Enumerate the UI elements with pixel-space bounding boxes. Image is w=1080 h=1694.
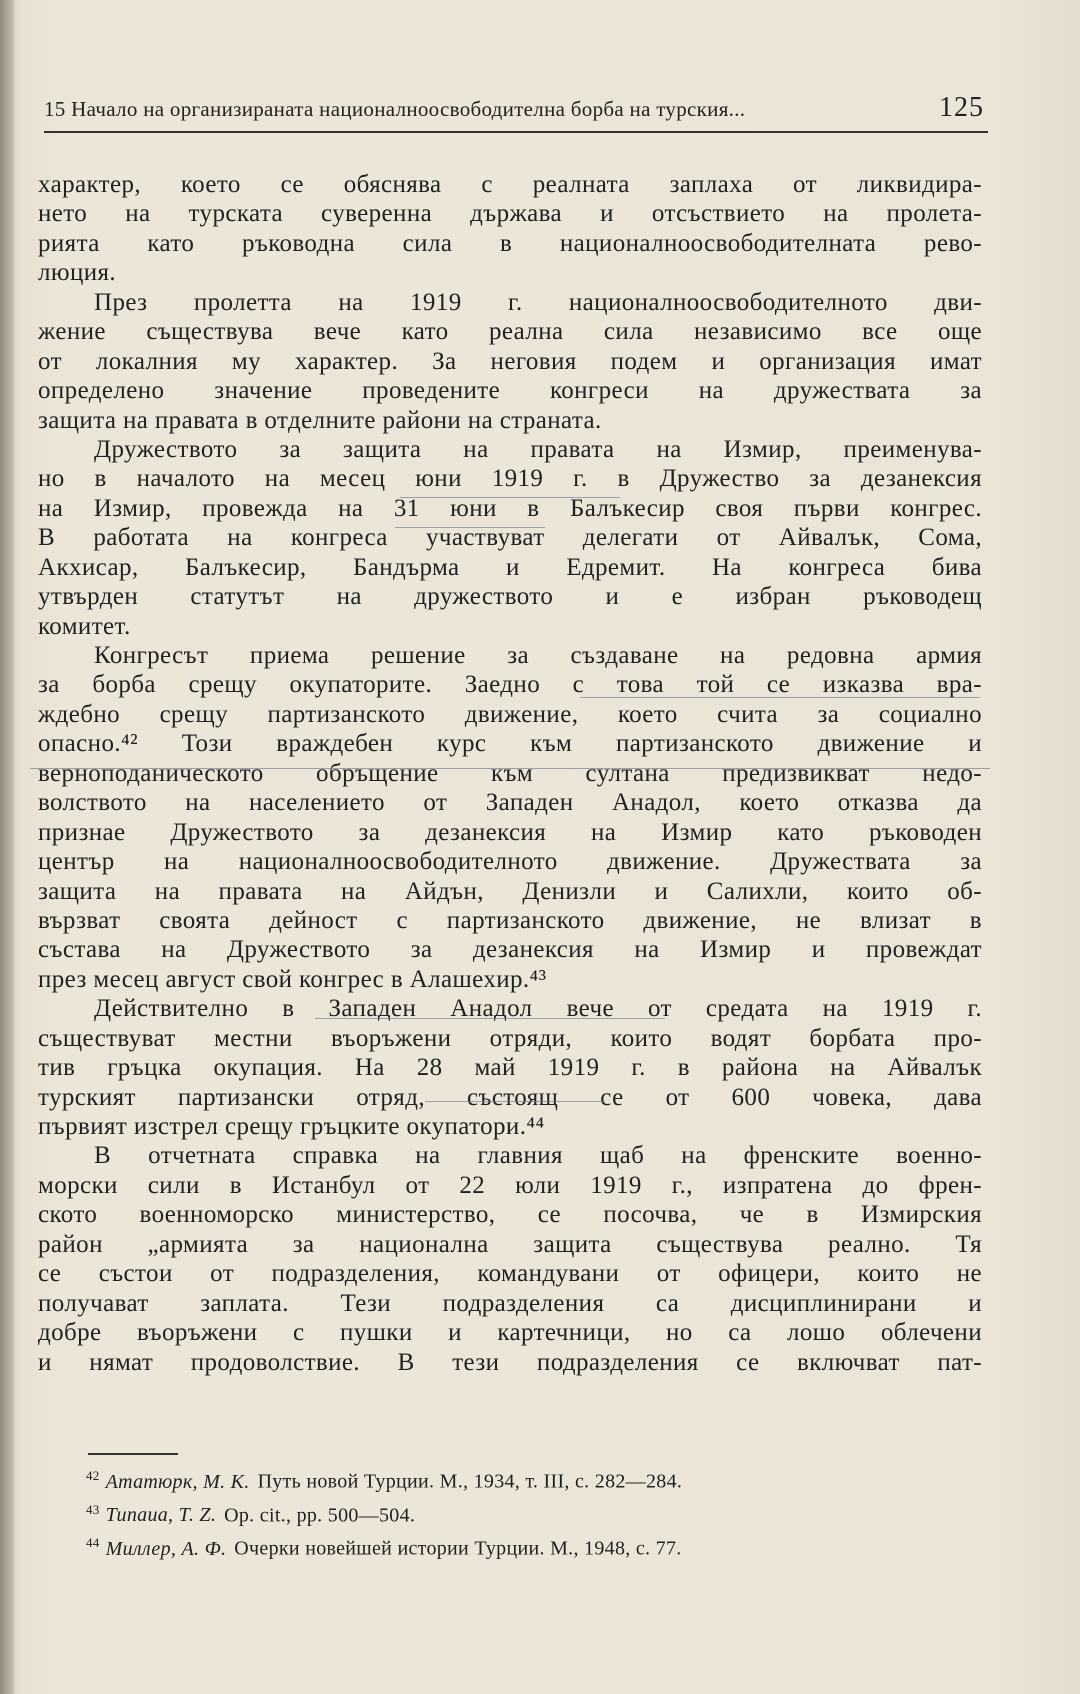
text-line: но в началото на месец юни 1919 г. в Дружество за дезанексия — [38, 465, 982, 493]
footnote-number: 44 — [86, 1535, 100, 1551]
text-line: тив гръцка окупация. На 28 май 1919 г. в района на Айвалък — [38, 1054, 982, 1082]
text-line: комитет. — [38, 612, 131, 640]
text-line: През пролетта на 1919 г. националноосвободителното дви- — [94, 288, 982, 316]
text-line: турският партизански отряд, състоящ се от 600 човека, дава — [38, 1083, 982, 1111]
text-line: В отчетната справка на главния щаб на френските военно- — [94, 1142, 982, 1170]
pencil-underline — [400, 497, 620, 498]
pencil-underline — [395, 527, 545, 528]
text-line: състава на Дружеството за дезанексия на Измир и провеждат — [38, 936, 982, 964]
pencil-underline — [580, 697, 980, 698]
text-line: Конгресът приема решение за създаване на редовна армия — [94, 642, 982, 669]
text-line: Акхисар, Балъкесир, Бандърма и Едремит. На конгреса бива — [38, 553, 982, 581]
pencil-underline — [425, 1101, 605, 1102]
text-line: център на националноосвободителното движение. Дружествата за — [38, 848, 982, 876]
text-line: район „армията за национална защита съществува реално. Тя — [38, 1230, 982, 1258]
footnote-number: 42 — [86, 1468, 100, 1483]
text-line: определено значение проведените конгреси на дружествата за — [38, 377, 982, 405]
text-line: първият изстрел срещу гръцките окупатори.⁴⁴ — [38, 1113, 545, 1140]
text-line: защита на правата в отделните райони на страната. — [38, 406, 602, 434]
page-number: 125 — [939, 92, 984, 123]
text-line: нето на турската суверенна държава и отсъствието на пролета- — [38, 200, 982, 228]
text-line: защита на правата на Айдън, Денизли и Салихли, които об- — [38, 877, 982, 905]
text-line: утвърден статутът на дружеството и е избран ръководещ — [38, 583, 982, 611]
text-line: Дружеството за защита на правата на Измир, преименува- — [94, 435, 982, 463]
running-header — [44, 92, 984, 124]
text-line: за борба срещу окупаторите. Заедно с това той се изказва вра- — [38, 671, 982, 699]
footnote-text: Очерки новейшей истории Турции. М., 1948, с. 77. — [234, 1537, 682, 1560]
text-line: жение съществува вече като реална сила независимо все още — [38, 318, 982, 346]
text-line: съществуват местни въоръжени отряди, които водят борбата про- — [38, 1024, 982, 1052]
text-line: характер, което се обяснява с реалната заплаха от ликвидира- — [38, 171, 982, 198]
footnote-number: 43 — [86, 1501, 100, 1517]
text-line: на Измир, провежда на 31 юни в Балъкесир своя първи конгрес. — [38, 494, 982, 522]
text-line: получават заплата. Тези подразделения са дисциплинирани и — [38, 1289, 982, 1317]
text-line: се състои от подразделения, командувани от офицери, които не — [38, 1260, 982, 1288]
text-line: морски сили в Истанбул от 22 юли 1919 г., изпратена до френ- — [38, 1171, 982, 1199]
footnote-author: Типаua, Т. Z. — [105, 1504, 217, 1527]
text-line: волството на населението от Западен Анадол, което отказва да — [38, 789, 982, 817]
text-line: ското военноморско министерство, се посочва, че в Измирския — [38, 1201, 982, 1229]
header-rule — [44, 131, 988, 133]
text-line: добре въоръжени с пушки и картечници, но са лошо облечени — [38, 1319, 982, 1347]
text-line: от локалния му характер. За неговия подем и организация имат — [38, 347, 982, 375]
text-line: Действително в Западен Анадол вече от средата на 1919 г. — [94, 995, 982, 1023]
footnote — [86, 1462, 986, 1496]
footnote-text: Op. cit., pp. 500—504. — [224, 1504, 416, 1527]
text-line: през месец август свой конгрес в Алашехир.⁴³ — [38, 965, 547, 993]
footnote-text: Путь новой Турции. М., 1934, т. III, с. 282—284. — [257, 1470, 683, 1493]
footnote-author: Миллер, А. Ф. — [105, 1537, 227, 1560]
running-title: 15 Начало на организираната националноосвободителна борба на турския... — [44, 97, 746, 121]
text-line: и нямат продоволствие. В тези подразделения се включват пат- — [38, 1348, 982, 1376]
footnote-rule — [88, 1453, 178, 1455]
body-text — [38, 170, 982, 1377]
text-line: вързват своята дейност с партизанското движение, не влизат в — [38, 906, 982, 934]
page-binding-edge — [0, 0, 14, 1694]
text-line: ждебно срещу партизанското движение, което счита за социално — [38, 700, 982, 728]
text-line: В работата на конгреса участвуват делегати от Айвалък, Сома, — [38, 524, 982, 552]
footnote — [86, 1529, 986, 1563]
pencil-underline — [30, 768, 990, 769]
text-line: признае Дружеството за дезанексия на Измир като ръководен — [38, 818, 982, 846]
text-line: опасно.⁴² Този враждебен курс към партизанското движение и — [38, 730, 982, 758]
text-line: верноподаническото обръщение към султана предизвикват недо- — [38, 759, 982, 787]
footnote-author: Ататюрк, М. К. — [105, 1470, 250, 1493]
footnotes — [86, 1462, 986, 1563]
text-line: рията като ръководна сила в националноосвободителната рево- — [38, 229, 982, 257]
footnote — [86, 1496, 986, 1530]
text-line: люция. — [38, 259, 117, 287]
pencil-underline — [315, 1018, 665, 1019]
